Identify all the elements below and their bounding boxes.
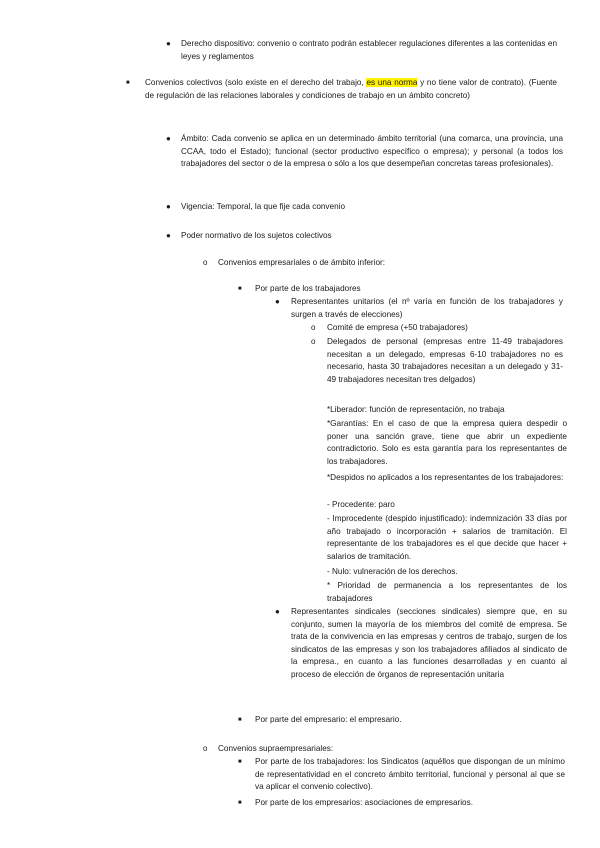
note-procedente: - Procedente: paro — [327, 500, 395, 509]
note-liberador: *Liberador: función de representación, no trabaja — [327, 405, 505, 414]
bullet-dot: ● — [166, 134, 171, 143]
item-convenios-supraempresariales: Convenios supraempresariales: — [218, 744, 334, 753]
bullet-dot: ● — [166, 231, 171, 240]
item-representantes-sindicales: Representantes sindicales (secciones sindicales) siempre que, en su conjunto, sumen la mayoría de los miembros del comité de empresa. Se trata de la convivencia en las empresas y centros de trabajo, surgen de los sindicatos de las empresas y son los trabajadores afiliados al sindicato de la empresa., en cuanto a las funciones desarrolladas y en cuanto al proceso de elección de órganos de representación unitaria — [291, 607, 567, 679]
item-convenios-empresariales: Convenios empresariales o de ámbito inferior: — [218, 258, 386, 267]
note-garantias: *Garantías: En el caso de que la empresa quiera despedir o poner una sanción grave, tiene que abrir un expediente contradictorio. Solo es esta garantía para los representantes de los trabajadores. — [327, 419, 567, 466]
bullet-circle: o — [203, 744, 208, 753]
bullet-square: ■ — [238, 286, 242, 292]
bullet-square: ■ — [238, 800, 242, 806]
bullet-dot: ● — [166, 202, 171, 211]
bullet-circle: o — [311, 337, 316, 346]
bullet-dot: ● — [275, 607, 280, 616]
item-delegados-personal: Delegados de personal (empresas entre 11-49 trabajadores necesitan a un delegado, empresas 6-10 trabajadores no es necesario, hasta 30 trabajadores necesitan a un delegado y 31-49 trabajadores necesitan tres delgados) — [327, 337, 563, 384]
note-despidos: *Despidos no aplicados a los representantes de los trabajadores: — [327, 473, 564, 482]
item-por-parte-empresario: Por parte del empresario: el empresario. — [255, 715, 402, 724]
note-prioridad: * Prioridad de permanencia a los representantes de los trabajadores — [327, 581, 567, 603]
bullet-square: ■ — [126, 80, 130, 86]
item-poder-normativo: Poder normativo de los sujetos colectivos — [181, 231, 332, 240]
item-ambito: Ámbito: Cada convenio se aplica en un determinado ámbito territorial (una comarca, una provincia, una CCAA, todo el Estado); funcional (sector productivo específico o empresa); y personal (a todos los trabajadores del sector o de la empresa o sólo a los que desempeñan concretas tareas profesionales). — [181, 134, 563, 169]
item-sindicatos: Por parte de los trabajadores: los Sindicatos (aquéllos que dispongan de un mínimo de representatividad en el concreto ámbito territorial, funcional y personal al que se va aplicar el convenio colectivo). — [255, 757, 565, 792]
note-nulo: - Nulo: vulneración de los derechos. — [327, 567, 458, 576]
bullet-dot: ● — [166, 39, 171, 48]
item-vigencia: Vigencia: Temporal, la que fije cada convenio — [181, 202, 346, 211]
bullet-circle: o — [203, 258, 208, 267]
item-convenios-colectivos: Convenios colectivos (solo existe en el derecho del trabajo, es una norma y no tiene valor de contrato). (Fuente de regulación de las relaciones laborales y condiciones de trabajo en un ámbito concreto) — [145, 78, 557, 100]
item-comite-empresa: Comité de empresa (+50 trabajadores) — [327, 323, 468, 332]
item-asociaciones-empresarios: Por parte de los empresarios: asociaciones de empresarios. — [255, 798, 473, 807]
item-derecho-dispositivo: Derecho dispositivo: convenio o contrato podrán establecer regulaciones diferentes a las contenidas en leyes y reglamentos — [181, 39, 557, 61]
bullet-dot: ● — [275, 297, 280, 306]
item-representantes-unitarios: Representantes unitarios (el nº varía en función de los trabajadores y surgen a través de elecciones) — [291, 297, 563, 319]
highlighted-text: es una norma — [366, 78, 418, 87]
item-por-parte-trabajadores: Por parte de los trabajadores — [255, 284, 361, 293]
bullet-circle: o — [311, 323, 316, 332]
bullet-square: ■ — [238, 717, 242, 723]
note-improcedente: - Improcedente (despido injustificado): indemnización 33 días por año trabajado o incorporación + salarios de tramitación. El representante de los trabajadores es el que decide que hacer + salarios de tramitación. — [327, 514, 567, 561]
bullet-square: ■ — [238, 759, 242, 765]
